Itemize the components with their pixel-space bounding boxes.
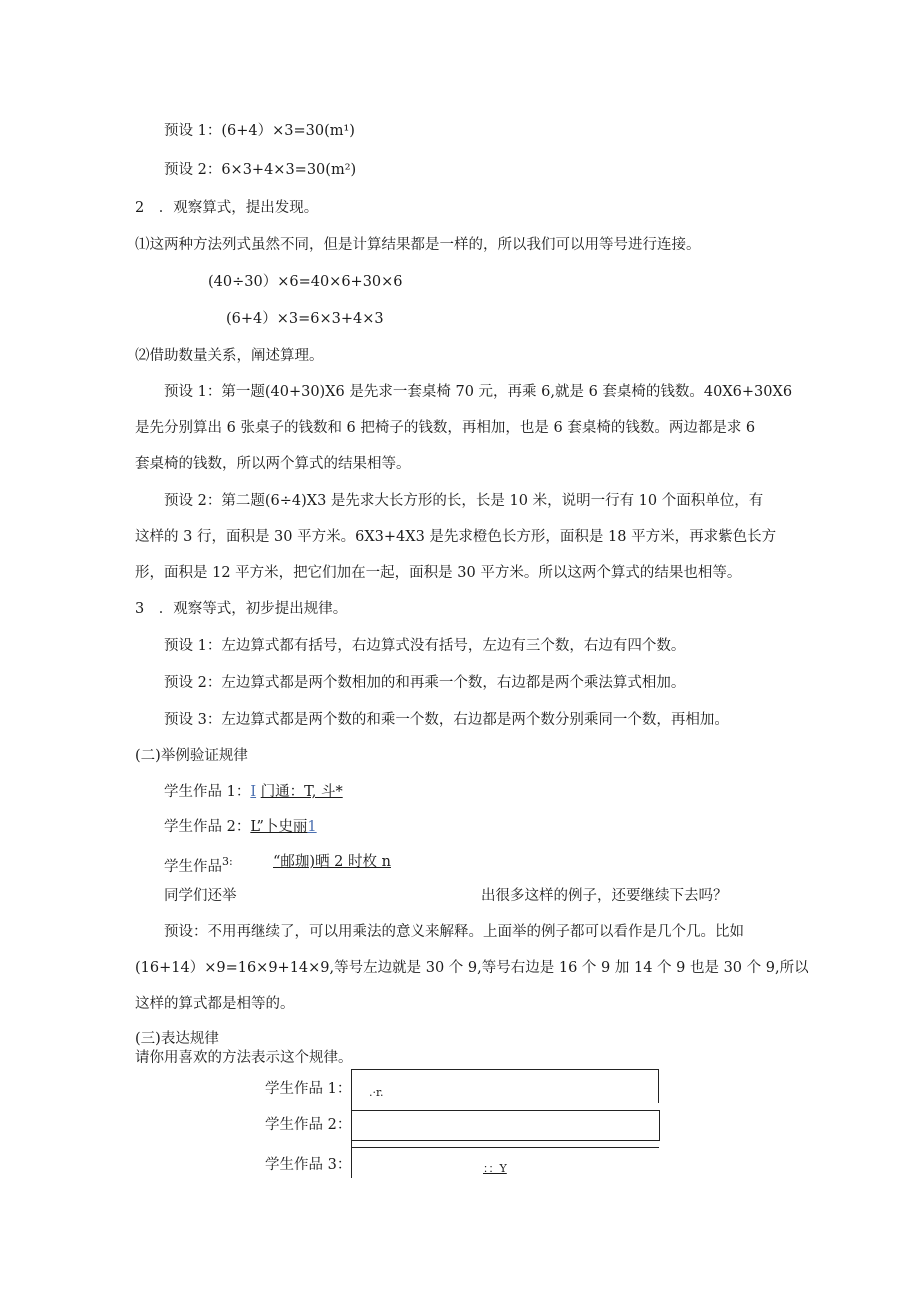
preset-2-area: 预设 2：6×3+4×3=30(m²)	[164, 162, 357, 178]
rule-preset-1: 预设 1：左边算式都有括号，右边算式没有括号，左边有三个数，右边有四个数。	[164, 638, 686, 654]
table-work-1-label: 学生作品 1：	[265, 1081, 352, 1097]
table-work-3-value: ：：Y	[483, 1162, 507, 1175]
student-work-3-label: 学生作品	[164, 858, 222, 875]
student-work-2-value: L”卜史丽	[250, 819, 308, 835]
student-work-3	[164, 852, 233, 877]
student-work-1-mark: I	[250, 784, 257, 800]
explain-line-3: 这样的算式都是相等的。	[135, 996, 295, 1012]
section-2-title: 2 ．观察算式，提出发现。	[135, 200, 319, 216]
preset-2-line-2: 这样的 3 行，面积是 30 平方米。6X3+4X3 是先求橙色长方形，面积是 18 平方米，再求紫色长方	[135, 529, 777, 545]
student-work-3-value: “邮珈)晒 2 时枚 n	[273, 854, 391, 870]
section-3-title: 3 ．观察等式，初步提出规律。	[135, 601, 348, 617]
preset-1-line-2: 是先分别算出 6 张桌子的钱数和 6 把椅子的钱数，再相加，也是 6 套桌椅的钱数。两边都是求 6	[135, 420, 756, 436]
preset-1-line-1: 预设 1：第一题(40+30)X6 是先求一套桌椅 70 元，再乘 6,就是 6 套桌椅的钱数。40X6+30X6	[164, 384, 793, 400]
preset-1-line-3: 套桌椅的钱数，所以两个算式的结果相等。	[135, 456, 411, 472]
student-work-2-box	[351, 1110, 660, 1141]
explain-line-1: 预设：不用再继续了，可以用乘法的意义来解释。上面举的例子都可以看作是几个几。比如	[164, 924, 744, 940]
table-work-2-label: 学生作品 2：	[265, 1117, 352, 1133]
student-work-3-sup: 3:	[222, 855, 233, 868]
student-work-2	[164, 817, 317, 837]
student-work-1-value: 门通：T, 斗*	[260, 784, 343, 800]
table-work-3-label: 学生作品 3：	[265, 1157, 352, 1173]
table-work-1-value: .·r.	[369, 1086, 384, 1099]
preset-2-line-1: 预设 2：第二题(6÷4)X3 是先求大长方形的长，长是 10 米，说明一行有 10 个面积单位，有	[164, 493, 764, 509]
student-work-2-label: 学生作品 2：	[164, 819, 251, 835]
explain-line-2: (16+14）×9=16×9+14×9,等号左边就是 30 个 9,等号右边是 16 个 9 加 14 个 9 也是 30 个 9,所以	[135, 960, 809, 976]
section-express-title: (三)表达规律	[135, 1031, 219, 1047]
equation-2: (6+4）×3=6×3+4×3	[226, 311, 384, 327]
more-examples-part-2: 出很多这样的例子，还要继续下去吗？	[481, 888, 728, 904]
student-work-1	[164, 782, 343, 802]
preset-1-area: 预设 1：(6+4）×3=30(m¹)	[164, 123, 355, 139]
finding-1: ⑴这两种方法列式虽然不同，但是计算结果都是一样的，所以我们可以用等号进行连接。	[135, 237, 701, 253]
student-work-2-mark: 1	[307, 819, 317, 835]
student-work-1-label: 学生作品 1：	[164, 784, 251, 800]
rule-preset-2: 预设 2：左边算式都是两个数相加的和再乘一个数，右边都是两个乘法算式相加。	[164, 675, 686, 691]
box-3-top-line	[351, 1147, 659, 1148]
preset-2-line-3: 形，面积是 12 平方米，把它们加在一起，面积是 30 平方米。所以这两个算式的结果也相等。	[135, 565, 742, 581]
box-1-top-line	[351, 1069, 659, 1070]
express-prompt: 请你用喜欢的方法表示这个规律。	[135, 1050, 353, 1066]
rule-preset-3: 预设 3：左边算式都是两个数的和乘一个数，右边都是两个数分别乘同一个数，再相加。	[164, 712, 729, 728]
finding-2: ⑵借助数量关系，阐述算理。	[135, 348, 324, 364]
more-examples-part-1: 同学们还举	[164, 888, 237, 904]
section-verify-title: (二)举例验证规律	[135, 748, 248, 764]
box-1-right-line	[658, 1069, 659, 1103]
equation-1: (40÷30）×6=40×6+30×6	[208, 274, 403, 290]
